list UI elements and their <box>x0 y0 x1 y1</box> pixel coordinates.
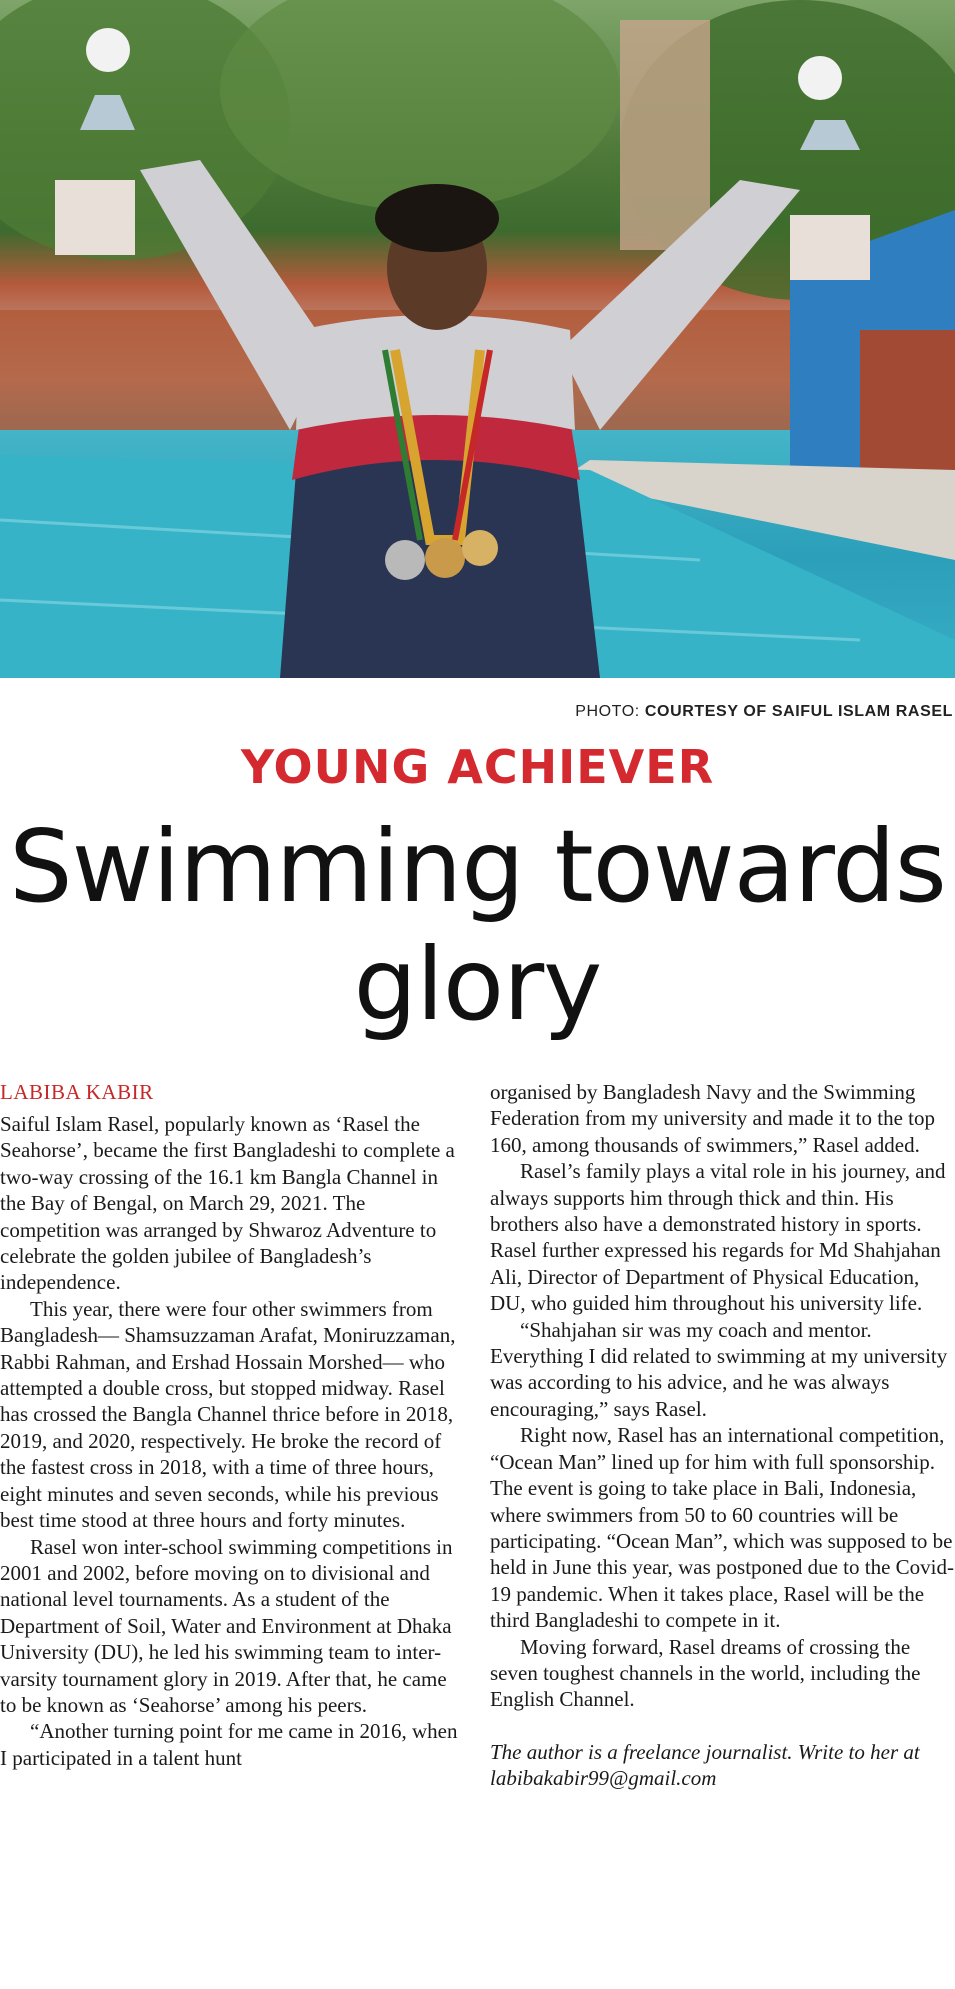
author-footnote: The author is a freelance journalist. Write to her at labibakabir99@gmail.com <box>490 1739 920 1791</box>
section-kicker: YOUNG ACHIEVER <box>240 740 715 794</box>
paragraph: “Shahjahan sir was my coach and mentor. Everything I did related to swimming at my university was according to his advice, and he was always encouraging,” says Rasel. <box>490 1317 948 1421</box>
article-headline: Swimming towards glory <box>9 808 946 1043</box>
photo-credit-name: COURTESY OF SAIFUL ISLAM RASEL <box>644 703 953 720</box>
paragraph: Moving forward, Rasel dreams of crossing the seven toughest channels in the world, including the English Channel. <box>490 1634 921 1712</box>
photo-credit <box>575 703 953 721</box>
paragraph: organised by Bangladesh Navy and the Swimming Federation from my university and made it to the top 160, among thousands of swimmers,” Rasel added. <box>490 1080 935 1157</box>
photo-credit-prefix: PHOTO: <box>575 703 645 720</box>
paragraph: “Another turning point for me came in 2016, when I participated in a talent hunt <box>0 1719 458 1770</box>
article-column-left <box>0 1079 462 1771</box>
hero-photo <box>0 0 955 678</box>
byline: LABIBA KABIR <box>0 1080 154 1104</box>
paragraph: Saiful Islam Rasel, popularly known as ‘Rasel the Seahorse’, became the first Bangladeshi to complete a two-way crossing of the 16.1 km Bangla Channel in the Bay of Bengal, on March 29, 2021. The competition was arranged by Shwaroz Adventure to celebrate the golden jubilee of Bangladesh’s independence. <box>0 1112 455 1295</box>
paragraph: Rasel’s family plays a vital role in his journey, and always supports him through thick and thin. His brothers also have a demonstrated history in sports. Rasel further expressed his regards for Md Shahjahan Ali, Director of Department of Physical Education, DU, who guided him throughout his university life. <box>490 1159 946 1316</box>
paragraph: Rasel won inter-school swimming competitions in 2001 and 2002, before moving on to divisional and national level tournaments. As a student of the Department of Soil, Water and Environment at Dhaka University (DU), he led his swimming team to inter-varsity tournament glory in 2019. After that, he came to be known as ‘Seahorse’ among his peers. <box>0 1534 453 1717</box>
article-column-right <box>490 1079 955 1792</box>
paragraph: Right now, Rasel has an international competition, “Ocean Man” lined up for him with full sponsorship. The event is going to take place in Bali, Indonesia, where swimmers from 50 to 60 countries will be participating. “Ocean Man”, which was supposed to be held in June this year, was postponed due to the Covid-19 pandemic. When it takes place, Rasel will be the third Bangladeshi to compete in it. <box>490 1423 954 1633</box>
paragraph: This year, there were four other swimmers from Bangladesh— Shamsuzzaman Arafat, Moniruzzaman, Rabbi Rahman, and Ershad Hossain Morshed— who attempted a double cross, but stopped midway. Rasel has crossed the Bangla Channel thrice before in 2018, 2019, and 2020, respectively. He broke the record of the fastest cross in 2018, with a time of three hours, eight minutes and seven seconds, while his previous best time stood at three hours and forty minutes. <box>0 1296 456 1533</box>
swimmer-photo-illustration <box>0 0 955 678</box>
